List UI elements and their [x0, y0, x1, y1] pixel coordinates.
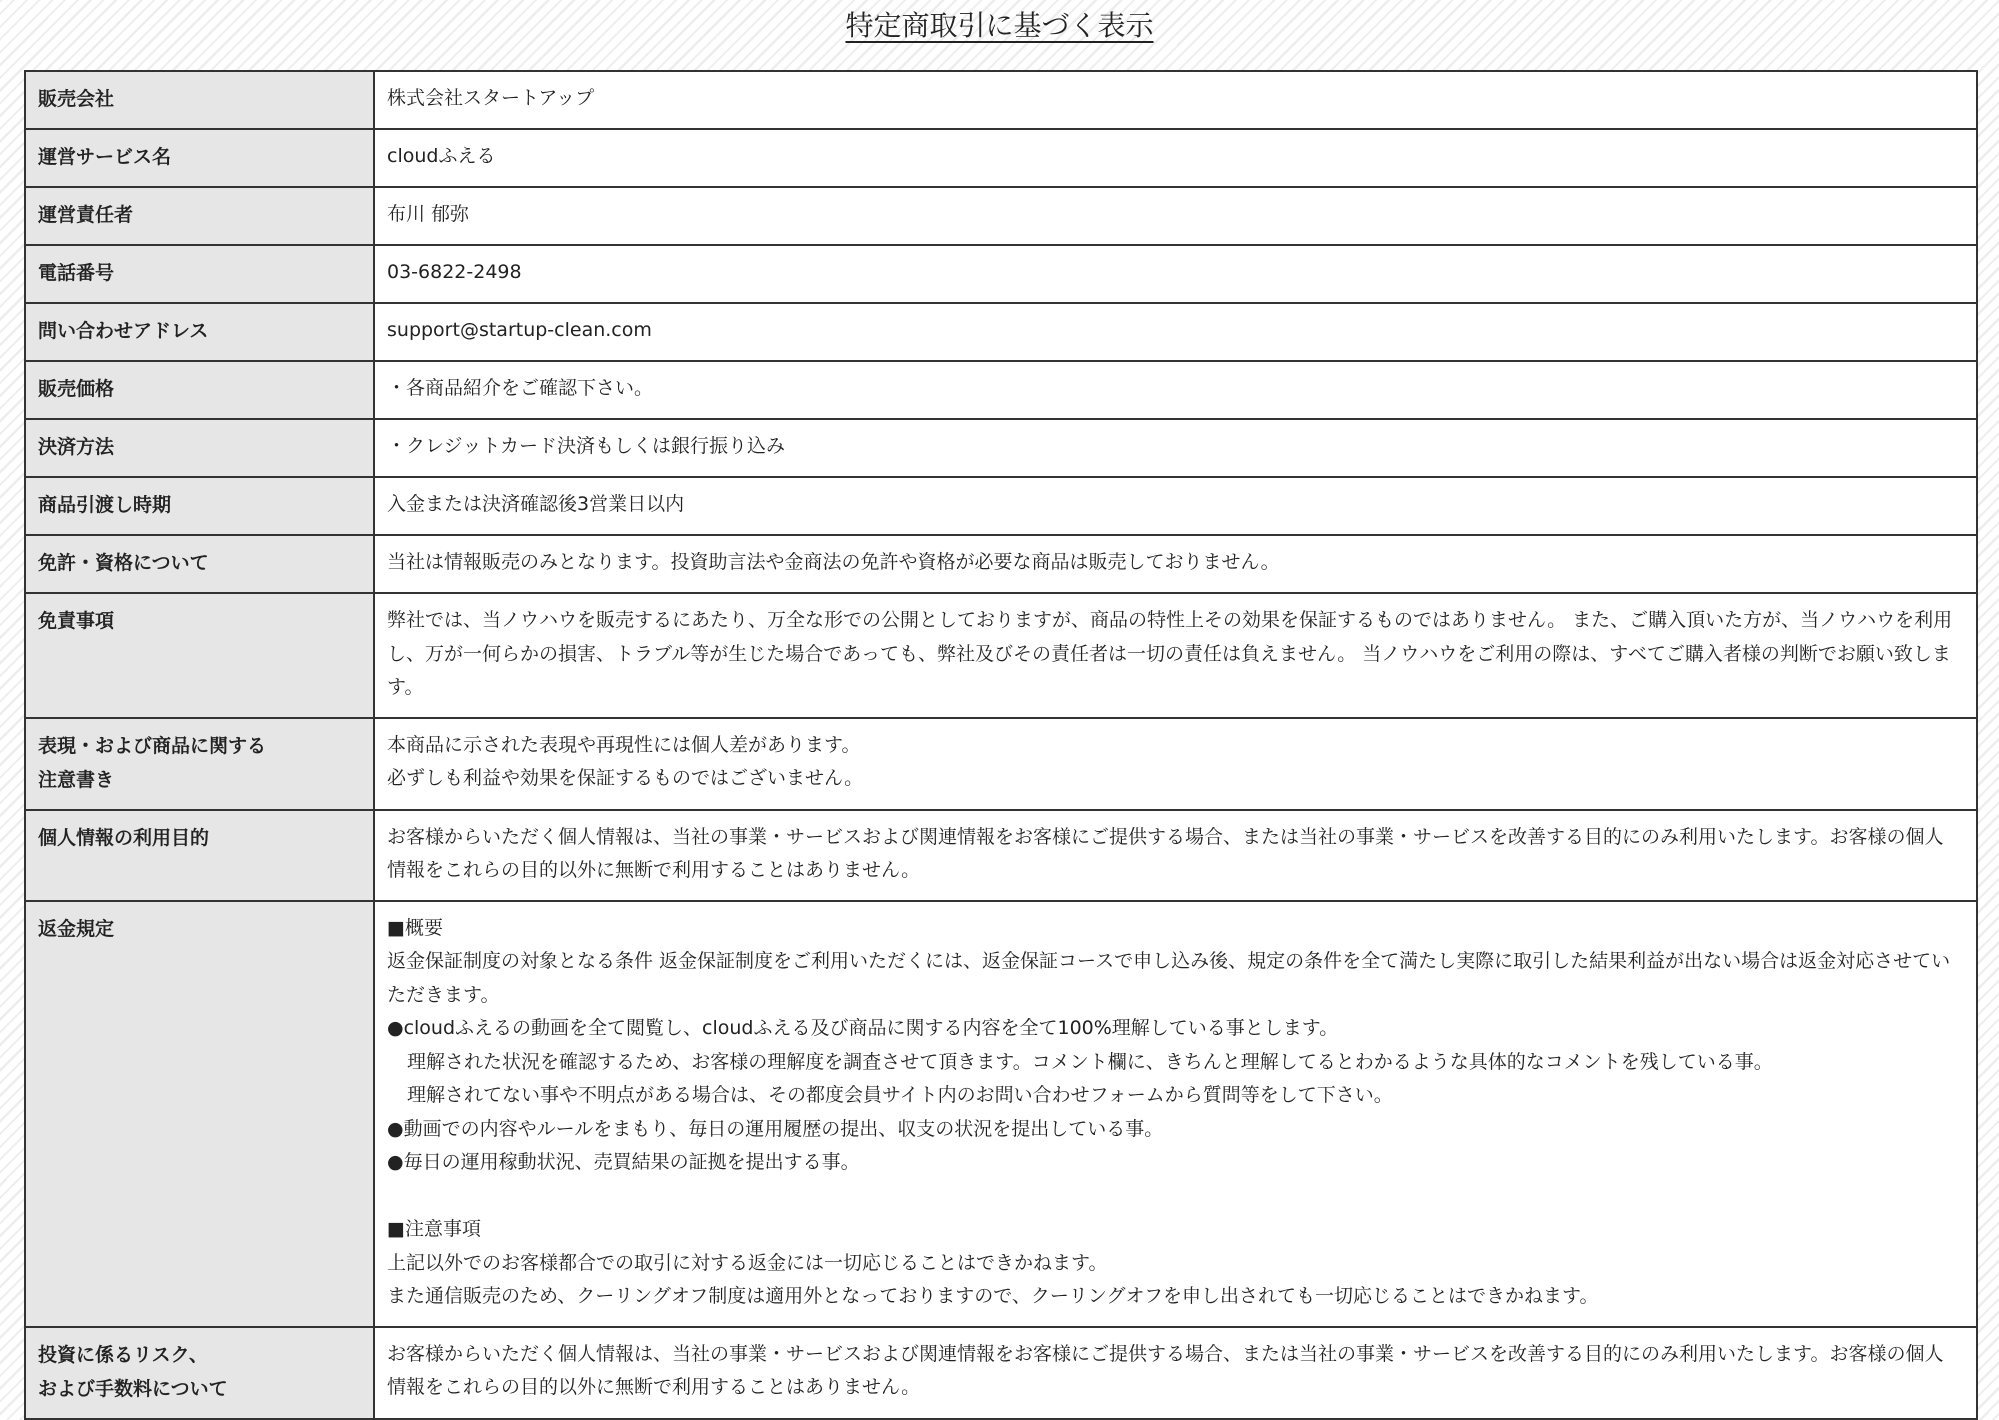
value-delivery: 入金または決済確認後3営業日以内 [374, 477, 1977, 535]
value-refund-policy [374, 901, 1977, 1327]
value-license: 当社は情報販売のみとなります。投資助言法や金商法の免許や資格が必要な商品は販売しておりません。 [374, 535, 1977, 593]
refund-notes-line-1: 上記以外でのお客様都合での取引に対する返金には一切応じることはできかねます。 [387, 1251, 1108, 1274]
value-privacy: お客様からいただく個人情報は、当社の事業・サービスおよび関連情報をお客様にご提供する場合、または当社の事業・サービスを改善する目的にのみ利用いたします。お客様の個人情報をこれらの目的以外に無断で利用することはありません。 [374, 810, 1977, 901]
label-investment-risk [25, 1327, 374, 1419]
row-seller [25, 71, 1977, 129]
label-expression-line1: 表現・および商品に関する [38, 734, 267, 757]
label-price: 販売価格 [25, 361, 374, 419]
label-phone: 電話番号 [25, 245, 374, 303]
expression-line2: 必ずしも利益や効果を保証するものではございません。 [387, 767, 864, 789]
value-manager: 布川 郁弥 [374, 187, 1977, 245]
row-price [25, 361, 1977, 419]
label-risk-line1: 投資に係るリスク、 [38, 1343, 208, 1366]
row-expression-notes [25, 718, 1977, 810]
label-manager: 運営責任者 [25, 187, 374, 245]
label-risk-line2: および手数料について [38, 1377, 228, 1400]
page-title: 特定商取引に基づく表示 [845, 9, 1154, 42]
label-delivery: 商品引渡し時期 [25, 477, 374, 535]
label-service-name: 運営サービス名 [25, 129, 374, 187]
refund-condition-2: ●動画での内容やルールをまもり、毎日の運用履歴の提出、収支の状況を提出している事。 [387, 1117, 1164, 1140]
refund-condition-3: ●毎日の運用稼動状況、売買結果の証拠を提出する事。 [387, 1151, 860, 1173]
label-seller: 販売会社 [25, 71, 374, 129]
value-seller: 株式会社スタートアップ [374, 71, 1977, 129]
label-disclaimer: 免責事項 [25, 593, 374, 718]
value-service-name: cloudふえる [374, 129, 1977, 187]
refund-notes-heading: ■注意事項 [387, 1218, 481, 1240]
refund-condition-1: ●cloudふえるの動画を全て閲覧し、cloudふえる及び商品に関する内容を全て100%理解している事とします。 [387, 1017, 1339, 1039]
value-email: support@startup-clean.com [374, 303, 1977, 361]
row-phone [25, 245, 1977, 303]
label-email: 問い合わせアドレス [25, 303, 374, 361]
row-license [25, 535, 1977, 593]
value-disclaimer: 弊社では、当ノウハウを販売するにあたり、万全な形での公開としておりますが、商品の特性上その効果を保証するものではありません。 また、ご購入頂いた方が、当ノウハウを利用し、万が一何らかの損害、トラブル等が生じた場合であっても、弊社及びその責任者は一切の責任は負えません。 当ノウハウをご利用の際は、すべてご購入者様の判断でお願い致します。 [374, 593, 1977, 718]
label-license: 免許・資格について [25, 535, 374, 593]
refund-summary-heading: ■概要 [387, 916, 443, 939]
label-refund-policy: 返金規定 [25, 901, 374, 1327]
commercial-transactions-table [24, 70, 1978, 1420]
row-investment-risk [25, 1327, 1977, 1419]
refund-notes-line-2: また通信販売のため、クーリングオフ制度は適用外となっておりますので、クーリングオフを申し出されても一切応じることはできかねます。 [387, 1285, 1599, 1307]
row-disclaimer [25, 593, 1977, 718]
spacer [387, 1180, 1958, 1214]
row-privacy [25, 810, 1977, 901]
value-payment: ・クレジットカード決済もしくは銀行振り込み [374, 419, 1977, 477]
refund-condition-1-note-1: 理解された状況を確認するため、お客様の理解度を調査させて頂きます。コメント欄に、きちんと理解してるとわかるような具体的なコメントを残している事。 [407, 1050, 1773, 1073]
label-expression-notes [25, 718, 374, 810]
row-payment [25, 419, 1977, 477]
row-email [25, 303, 1977, 361]
value-phone: 03-6822-2498 [374, 245, 1977, 303]
label-payment: 決済方法 [25, 419, 374, 477]
value-price: ・各商品紹介をご確認下さい。 [374, 361, 1977, 419]
refund-condition-1-note-2: 理解されてない事や不明点がある場合は、その都度会員サイト内のお問い合わせフォームから質問等をして下さい。 [407, 1084, 1393, 1106]
row-service-name [25, 129, 1977, 187]
expression-line1: 本商品に示された表現や再現性には個人差があります。 [387, 733, 861, 756]
value-investment-risk: お客様からいただく個人情報は、当社の事業・サービスおよび関連情報をお客様にご提供する場合、または当社の事業・サービスを改善する目的にのみ利用いたします。お客様の個人情報をこれらの目的以外に無断で利用することはありません。 [374, 1327, 1977, 1419]
refund-summary-text: 返金保証制度の対象となる条件 返金保証制度をご利用いただくには、返金保証コースで申し込み後、規定の条件を全て満たし実際に取引した結果利益が出ない場合は返金対応させていただきます。 [387, 950, 1951, 1006]
value-expression-notes [374, 718, 1977, 810]
row-delivery [25, 477, 1977, 535]
label-privacy: 個人情報の利用目的 [25, 810, 374, 901]
label-expression-line2: 注意書き [38, 768, 115, 791]
row-refund-policy [25, 901, 1977, 1327]
row-manager [25, 187, 1977, 245]
